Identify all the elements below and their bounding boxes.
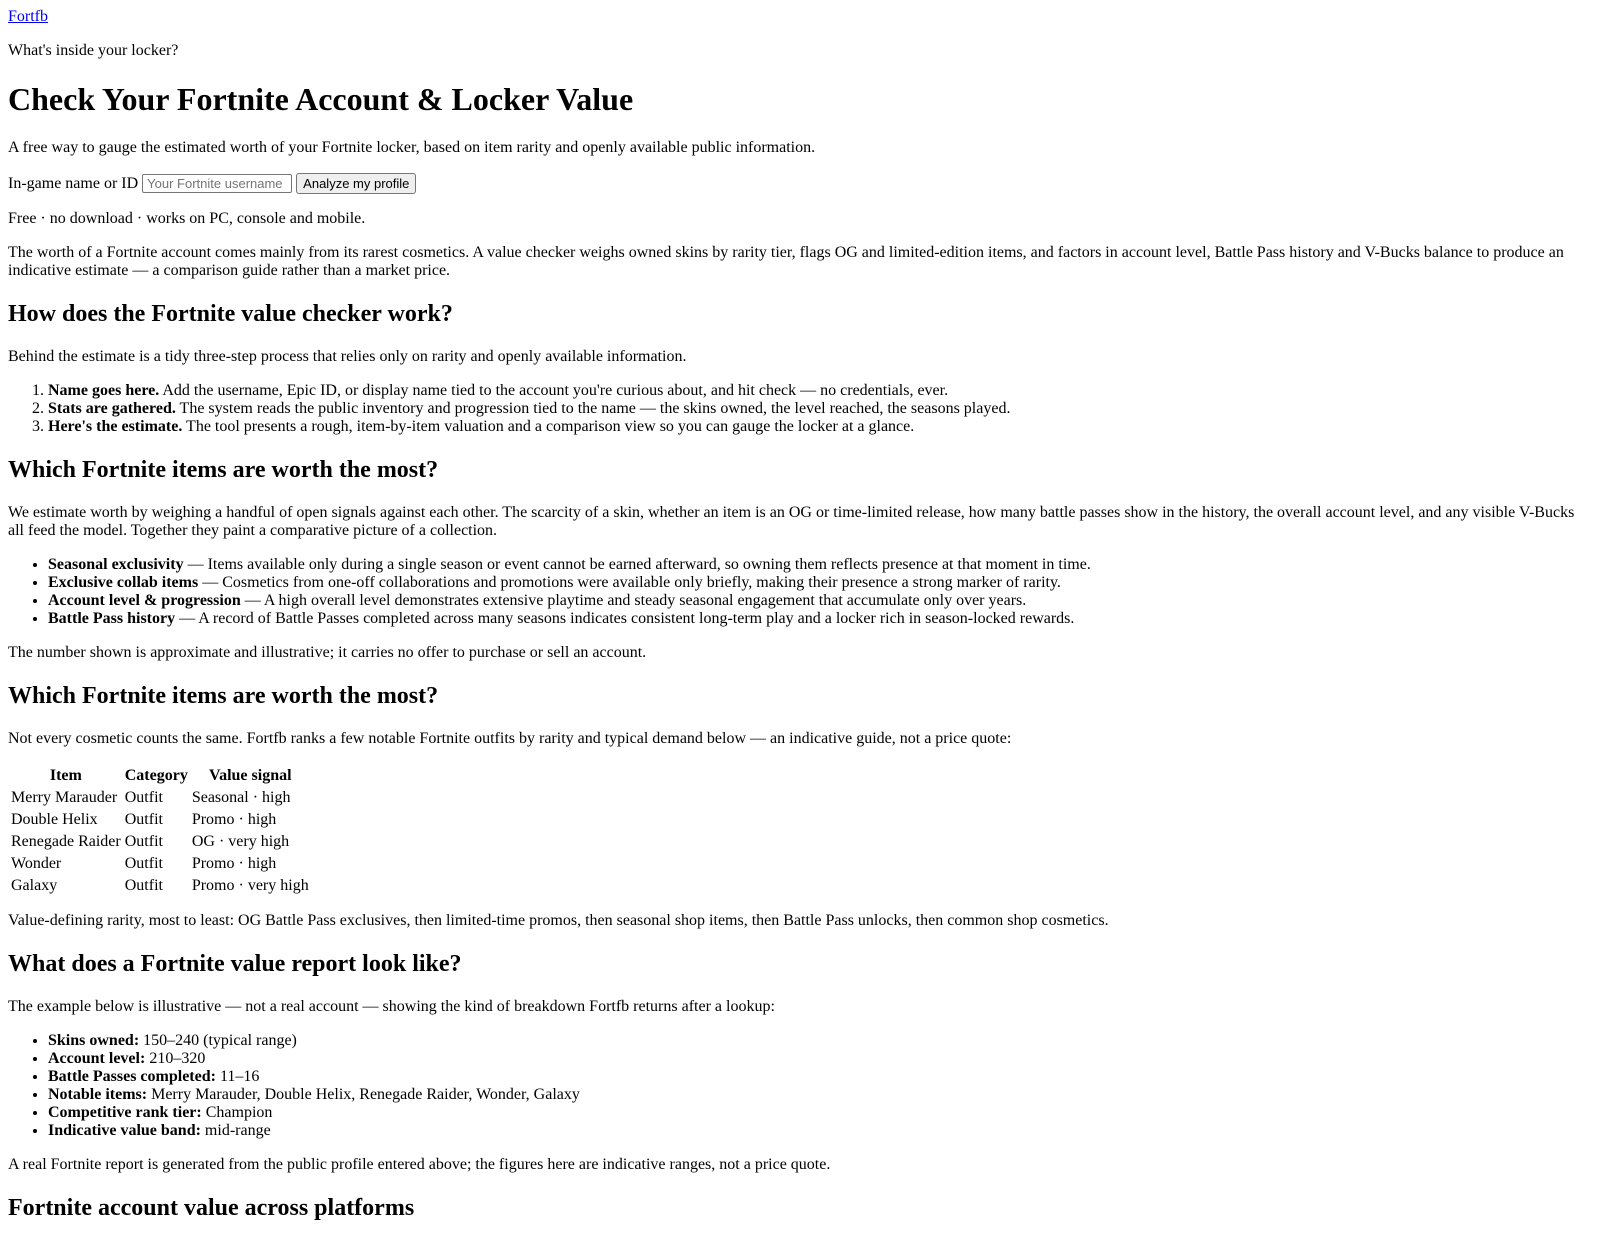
report-item xyxy=(48,1122,1576,1140)
username-input[interactable] xyxy=(142,174,292,193)
lookup-form xyxy=(8,173,1576,194)
username-label: In-game name or ID xyxy=(8,174,139,192)
items-table-intro: Not every cosmetic counts the same. Fortfb ranks a few notable Fortnite outfits by rarity and typical demand below — an indicative guide, not a price quote: xyxy=(8,730,1012,747)
report-item xyxy=(48,1104,1576,1122)
features-note: Free · no download · works on PC, console and mobile. xyxy=(8,210,366,227)
signal-item xyxy=(48,592,1576,610)
step-item xyxy=(48,418,1576,436)
report-label: Notable items: xyxy=(48,1086,148,1103)
report-value: 210–320 xyxy=(145,1050,206,1067)
report-value: 150–240 (typical range) xyxy=(139,1032,297,1049)
page-title: Check Your Fortnite Account & Locker Value xyxy=(8,81,634,117)
column-header-item: Item xyxy=(49,767,82,784)
report-item xyxy=(48,1086,1576,1104)
table-cell: Double Helix xyxy=(11,811,98,828)
items-table xyxy=(8,764,312,898)
items-table-heading: Which Fortnite items are worth the most? xyxy=(8,683,439,709)
rarity-note: Value-defining rarity, most to least: OG Battle Pass exclusives, then limited-time promos, then seasonal shop items, then Battle Pass unlocks, then common shop cosmetics. xyxy=(8,912,1109,929)
report-item xyxy=(48,1068,1576,1086)
signal-text: — Items available only during a single season or event cannot be earned afterward, so owning them reflects presence at that moment in time. xyxy=(183,556,1091,573)
table-row xyxy=(10,854,310,874)
step-text: Add the username, Epic ID, or display name tied to the account you're curious about, and hit check — no credentials, ever. xyxy=(159,382,949,399)
table-row xyxy=(10,832,310,852)
signal-title: Battle Pass history xyxy=(48,610,176,627)
step-title: Stats are gathered. xyxy=(48,400,176,417)
step-item xyxy=(48,382,1576,400)
step-title: Name goes here. xyxy=(48,382,160,399)
report-label: Battle Passes completed: xyxy=(48,1068,216,1085)
signal-title: Account level & progression xyxy=(48,592,241,609)
report-intro: The example below is illustrative — not a real account — showing the kind of breakdown Fortfb returns after a lookup: xyxy=(8,998,775,1015)
report-value: Champion xyxy=(201,1104,273,1121)
signal-title: Seasonal exclusivity xyxy=(48,556,184,573)
table-cell: Renegade Raider xyxy=(11,833,121,850)
report-value: Merry Marauder, Double Helix, Renegade Raider, Wonder, Galaxy xyxy=(147,1086,580,1103)
table-row xyxy=(10,788,310,808)
signal-text: — A record of Battle Passes completed across many seasons indicates consistent long-term play and a locker rich in season-locked rewards. xyxy=(175,610,1075,627)
table-cell: Outfit xyxy=(124,877,163,894)
signals-note: The number shown is approximate and illustrative; it carries no offer to purchase or sell an account. xyxy=(8,644,647,661)
steps-list xyxy=(8,382,1576,436)
column-header-category: Category xyxy=(124,767,188,784)
signal-title: Exclusive collab items xyxy=(48,574,199,591)
report-label: Competitive rank tier: xyxy=(48,1104,202,1121)
hero-description: A free way to gauge the estimated worth of your Fortnite locker, based on item rarity and openly available public information. xyxy=(8,139,816,156)
signal-item xyxy=(48,574,1576,592)
tagline: What's inside your locker? xyxy=(8,42,179,59)
step-text: The system reads the public inventory and progression tied to the name — the skins owned, the level reached, the seasons played. xyxy=(175,400,1011,417)
table-cell: Promo · high xyxy=(191,811,277,828)
report-label: Skins owned: xyxy=(48,1032,140,1049)
how-it-works-intro: Behind the estimate is a tidy three-step process that relies only on rarity and openly available information. xyxy=(8,348,687,365)
signal-item xyxy=(48,610,1576,628)
analyze-button[interactable]: Analyze my profile xyxy=(296,173,416,194)
brand-link[interactable]: Fortfb xyxy=(8,8,48,25)
table-cell: Outfit xyxy=(124,789,163,806)
step-item xyxy=(48,400,1576,418)
table-row xyxy=(10,810,310,830)
report-label: Account level: xyxy=(48,1050,146,1067)
signals-heading: Which Fortnite items are worth the most? xyxy=(8,457,439,483)
table-cell: Outfit xyxy=(124,855,163,872)
table-cell: Outfit xyxy=(124,811,163,828)
step-title: Here's the estimate. xyxy=(48,418,183,435)
report-label: Indicative value band: xyxy=(48,1122,201,1139)
signals-intro: We estimate worth by weighing a handful of open signals against each other. The scarcity of a skin, whether an item is an OG or time-limited release, how many battle passes show in the history, the overall account level, and any visible V-Bucks all feed the model. Together they paint a comparative picture of a collection. xyxy=(8,504,1575,539)
report-value: 11–16 xyxy=(215,1068,260,1085)
table-cell: Outfit xyxy=(124,833,163,850)
report-note: A real Fortnite report is generated from the public profile entered above; the figures here are indicative ranges, not a price quote. xyxy=(8,1156,831,1173)
table-header-row xyxy=(10,766,310,786)
report-value: mid-range xyxy=(200,1122,271,1139)
column-header-value-signal: Value signal xyxy=(208,767,292,784)
signal-item xyxy=(48,556,1576,574)
table-cell: Promo · very high xyxy=(191,877,309,894)
table-cell: Promo · high xyxy=(191,855,277,872)
table-row xyxy=(10,876,310,896)
table-cell: OG · very high xyxy=(191,833,290,850)
brand xyxy=(8,8,1576,26)
platforms-heading: Fortnite account value across platforms xyxy=(8,1195,415,1221)
report-heading: What does a Fortnite value report look like? xyxy=(8,951,462,977)
step-text: The tool presents a rough, item-by-item valuation and a comparison view so you can gauge the locker at a glance. xyxy=(182,418,915,435)
report-item xyxy=(48,1050,1576,1068)
report-list xyxy=(8,1032,1576,1140)
signals-list xyxy=(8,556,1576,628)
signal-text: — Cosmetics from one-off collaborations and promotions were available only briefly, making their presence a strong marker of rarity. xyxy=(198,574,1061,591)
report-item xyxy=(48,1032,1576,1050)
summary-paragraph: The worth of a Fortnite account comes mainly from its rarest cosmetics. A value checker weighs owned skins by rarity tier, flags OG and limited-edition items, and factors in account level, Battle Pass history and V-Bucks balance to produce an indicative estimate — a comparison guide rather than a market price. xyxy=(8,244,1564,279)
table-cell: Merry Marauder xyxy=(11,789,118,806)
how-it-works-heading: How does the Fortnite value checker work? xyxy=(8,301,453,327)
table-cell: Wonder xyxy=(11,855,62,872)
table-cell: Seasonal · high xyxy=(191,789,291,806)
table-cell: Galaxy xyxy=(11,877,58,894)
signal-text: — A high overall level demonstrates extensive playtime and steady seasonal engagement that accumulate only over years. xyxy=(240,592,1027,609)
